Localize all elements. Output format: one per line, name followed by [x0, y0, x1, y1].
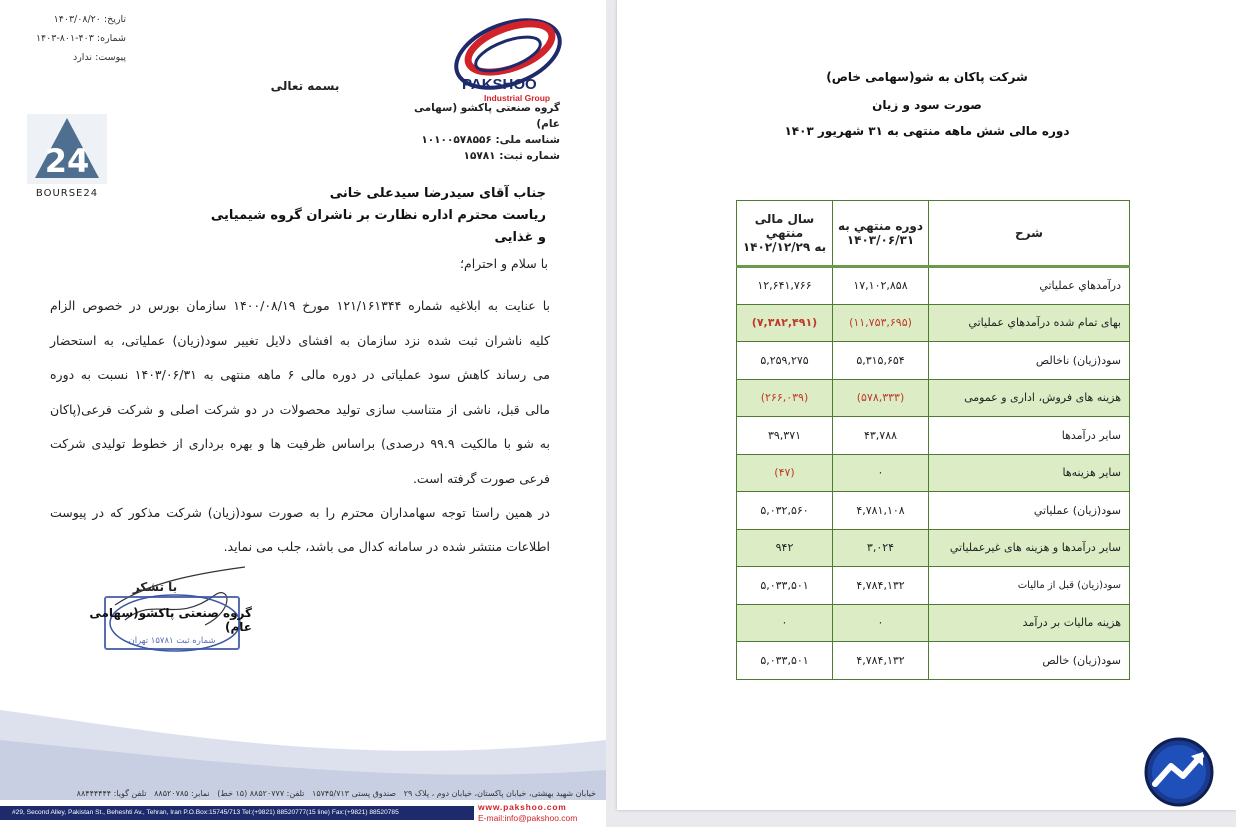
letter-attachment: پیوست: ندارد [72, 52, 126, 63]
col-header-year-line2: به ۱۴۰۲/۱۲/۲۹ [742, 240, 827, 254]
row-label: ساير درآمدها [929, 417, 1130, 455]
table-row [737, 342, 1130, 380]
row-value-year: (۴۷) [737, 454, 833, 492]
col-header-period [833, 201, 929, 267]
footer-address-en: #29, Second Alley, Pakistan St., Beheshti Av., Tehran, Iran P.O.Box:15745/713 Tel:(+9821) 88520777(15 line) Fax:(+9821) 88520785 [12, 809, 399, 816]
letter-date: تاریخ: ۱۴۰۳/۰۸/۲۰ [53, 14, 126, 25]
row-value-period: (۵۷۸,۳۳۳) [833, 379, 929, 417]
col-header-desc: شرح [929, 201, 1130, 267]
table-header-row [737, 201, 1130, 267]
row-value-period: ۴,۷۸۱,۱۰۸ [833, 492, 929, 530]
statement-title: صورت سود و زیان [872, 98, 982, 112]
table-row [737, 417, 1130, 455]
row-value-year: ۰ [737, 604, 833, 642]
footer-address: خیابان شهید بهشتی، خیابان پاکستان، خیابان دوم ، پلاک ۲۹ [403, 789, 596, 798]
table-row [737, 492, 1130, 530]
footer-phone: تلفن: ۸۸۵۲۰۷۷۷ (۱۵ خط) [217, 789, 305, 798]
bourse24-text: BOURSE24 [35, 188, 99, 199]
row-label: ساير هزينه‌ها [929, 454, 1130, 492]
row-value-year: ۵,۲۵۹,۲۷۵ [737, 342, 833, 380]
signature-company: گروه صنعتی پاکشو(سهامی عام) [89, 606, 252, 634]
footer-web[interactable]: www.pakshoo.com [478, 802, 567, 812]
table-row [737, 454, 1130, 492]
row-label: سود(زيان) عملياتي [929, 492, 1130, 530]
letter-meta [30, 10, 126, 67]
row-label: سود(زيان) ناخالص [929, 342, 1130, 380]
trend-badge-icon [1143, 736, 1215, 808]
col-header-period-line1: دوره منتهي به [837, 219, 924, 233]
footer-pobox: صندوق پستی ۱۵۷۴۵/۷۱۳ [312, 789, 397, 798]
row-value-year: ۵,۰۳۳,۵۰۱ [737, 567, 833, 605]
footer-email[interactable]: E-mail:info@pakshoo.com [478, 813, 578, 823]
footer-goya: تلفن گویا: ۸۸۴۴۴۴۴۴ [76, 789, 147, 798]
body-line: اطلاعات منتشر شده در سامانه کدال می باشد، جلب می نماید. [223, 539, 550, 554]
row-value-year: ۵,۰۳۳,۵۰۱ [737, 642, 833, 680]
row-value-year: (۷,۳۸۲,۴۹۱) [737, 304, 833, 342]
recipient-title: ریاست محترم اداره نظارت بر ناشران گروه شیمیایی و غذایی [210, 208, 546, 245]
row-value-period: ۱۷,۱۰۲,۸۵۸ [833, 267, 929, 305]
body-line: مالی قبل، ناشی از متناسب سازی تولید محصولات در دو شرکت اصلی و شرکت فرعی(پاکان [50, 402, 550, 417]
row-value-period: ۴۳,۷۸۸ [833, 417, 929, 455]
pakshoo-logo [450, 12, 565, 102]
recipient-block [200, 183, 546, 249]
footer-bar [0, 806, 474, 820]
col-header-year-line1: سال مالی منتهي [754, 212, 815, 240]
row-value-year: (۲۶۶,۰۳۹) [737, 379, 833, 417]
body-line: با عنایت به ابلاغیه شماره ۱۲۱/۱۶۱۳۴۴ مورخ ۱۴۰۰/۰۸/۱۹ سازمان بورس در خصوص الزام [50, 298, 550, 313]
table-row [737, 304, 1130, 342]
body-line: در همین راستا توجه سهامداران محترم را به صورت سود(زیان) شرکت مذکور که در پیوست [50, 505, 550, 520]
letter-number: شماره: ۴۰۳-۸۰۱-۱۴۰۳ [35, 33, 126, 44]
table-row [737, 567, 1130, 605]
row-value-period: (۱۱,۷۵۳,۶۹۵) [833, 304, 929, 342]
row-value-year: ۱۲,۶۴۱,۷۶۶ [737, 267, 833, 305]
logo-subtext: Industrial Group [484, 93, 551, 103]
row-value-year: ۹۴۲ [737, 529, 833, 567]
row-label: سود(زيان) قبل از ماليات [929, 567, 1130, 605]
row-label: هزينه های فروش، اداری و عمومی [929, 379, 1130, 417]
row-value-period: ۰ [833, 604, 929, 642]
body-line: کلیه ناشران ثبت شده نزد سازمان به افشای دلایل تغییر سود(زیان) عملیاتی، به استحضار [50, 333, 550, 348]
row-value-period: ۰ [833, 454, 929, 492]
body-line: فرعی صورت گرفته است. [412, 471, 550, 486]
row-value-period: ۵,۳۱۵,۶۵۴ [833, 342, 929, 380]
stamp-text: شماره ثبت ۱۵۷۸۱ تهران [128, 636, 216, 646]
registration-number: شماره ثبت: ۱۵۷۸۱ [463, 150, 560, 162]
row-label: ساير درآمدها و هزينه های غيرعملياتي [929, 529, 1130, 567]
footer-wave-decoration [0, 690, 606, 800]
row-value-period: ۳,۰۲۴ [833, 529, 929, 567]
svg-text:24: 24 [44, 142, 90, 180]
recipient-name: جناب آقای سیدرضا سیدعلی خانی [329, 186, 546, 201]
invocation: بسمه تعالی [270, 79, 340, 93]
row-label: هزينه ماليات بر درآمد [929, 604, 1130, 642]
col-header-year [737, 201, 833, 267]
statement-company: شرکت پاکان به شو(سهامی خاص) [826, 70, 1028, 84]
letter-page [0, 0, 606, 827]
bourse24-logo [27, 114, 107, 199]
table-row [737, 604, 1130, 642]
company-ids [400, 100, 560, 164]
table-row [737, 642, 1130, 680]
national-id: شناسه ملی: ۱۰۱۰۰۵۷۸۵۵۶ [421, 134, 560, 146]
table-row [737, 379, 1130, 417]
body-line: می رساند کاهش سود عملیاتی در دوره مالی ۶ ماهه منتهی به ۱۴۰۳/۰۶/۳۱ نسبت به دوره [50, 367, 550, 382]
table-row [737, 267, 1130, 305]
statement-period: دوره مالی شش ماهه منتهی به ۳۱ شهریور ۱۴۰۳ [784, 124, 1070, 138]
logo-text: PAKSHOO [462, 76, 537, 93]
greeting: با سلام و احترام؛ [460, 256, 548, 271]
income-statement-table [736, 200, 1130, 680]
col-header-period-line2: ۱۴۰۳/۰۶/۳۱ [846, 233, 915, 247]
row-value-year: ۵,۰۳۲,۵۶۰ [737, 492, 833, 530]
row-value-period: ۴,۷۸۴,۱۳۲ [833, 642, 929, 680]
row-label: درآمدهاي عملياتي [929, 267, 1130, 305]
row-value-period: ۴,۷۸۴,۱۳۲ [833, 567, 929, 605]
company-name: گروه صنعتی پاکشو (سهامی عام) [414, 102, 560, 130]
row-label: سود(زيان) خالص [929, 642, 1130, 680]
body-line: به شو با مالکیت ۹۹.۹ درصدی) براساس ظرفیت ها و بهره برداری از خطوط تولیدی شرکت [50, 436, 550, 451]
footer-fax: نمابر: ۸۸۵۲۰۷۸۵ [154, 789, 210, 798]
bourse24-emblem-icon [27, 114, 107, 184]
table-row [737, 529, 1130, 567]
row-value-year: ۳۹,۳۷۱ [737, 417, 833, 455]
statement-page [617, 0, 1236, 810]
closing: با تشکر [132, 580, 178, 594]
footer-fa [6, 789, 596, 798]
row-label: بهاى تمام شده درآمدهاي عملياتي [929, 304, 1130, 342]
